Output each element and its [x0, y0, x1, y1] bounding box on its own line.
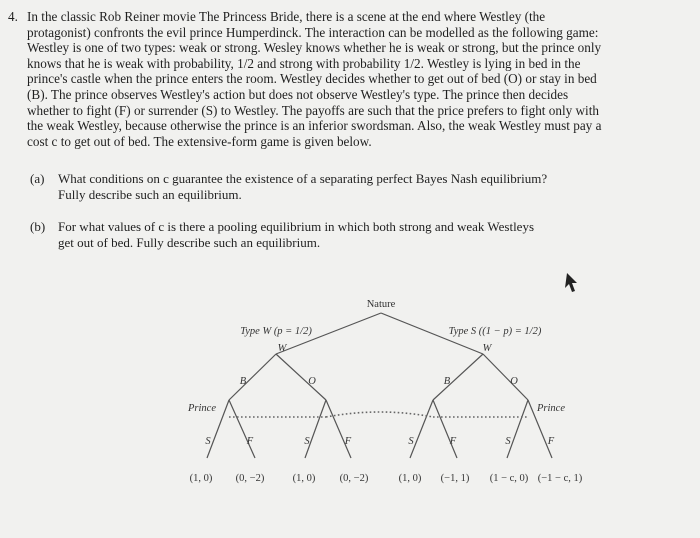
- part-a-line: Fully describe such an equilibrium.: [58, 186, 242, 202]
- statement-line: cost c to get out of bed. The extensive-form game is given below.: [27, 133, 372, 149]
- statement-line: In the classic Rob Reiner movie The Princess Bride, there is a scene at the end where Westley (the: [27, 9, 546, 24]
- edge-f: [229, 400, 255, 458]
- payoff: (0, −2): [235, 473, 265, 484]
- nature-label: Nature: [366, 299, 396, 310]
- part-a-label: (a): [30, 171, 45, 186]
- edge-s-o: [483, 354, 528, 400]
- edge-w-o: [276, 354, 326, 400]
- payoff: (1, 0): [189, 473, 213, 484]
- action-s-label: S: [205, 436, 211, 447]
- statement-line: knows that he is weak with probability, 1/2 and strong with probability 1/2. Westley is lying in bed in the: [27, 55, 581, 71]
- part-b-label: (b): [30, 219, 46, 234]
- w-node-label: W: [277, 343, 287, 354]
- statement-line: whether to fight (F) or surrender (S) to Westley. The payoffs are such that the price prefers to fight only with: [27, 102, 599, 118]
- action-s-label: S: [505, 436, 511, 447]
- statement-line: (B). The prince observes Westley's action but does not observe Westley's type. The prince then decides: [27, 86, 569, 102]
- edge-f: [433, 400, 457, 458]
- branch-o-label: O: [308, 376, 316, 387]
- type-s-label: Type S ((1 − p) = 1/2): [448, 326, 542, 337]
- branch-b-label: B: [239, 376, 247, 387]
- statement-line: Westley is one of two types: weak or strong. Wesley knows whether he is weak or strong, but the prince only: [27, 40, 602, 56]
- edge-s: [305, 400, 326, 458]
- edge-s: [507, 400, 528, 458]
- payoff: (1 − c, 0): [489, 473, 529, 484]
- branch-b-label: B: [443, 376, 451, 387]
- problem-number: 4.: [8, 9, 18, 24]
- info-set-middle: [326, 412, 433, 417]
- w-node-label: W: [482, 343, 492, 354]
- statement-line: prince's castle when the prince enters the room. Westley decides whether to get out of bed (O) or stay in bed: [27, 71, 597, 87]
- action-f-label: F: [344, 436, 352, 447]
- prince-label-left: Prince: [188, 403, 216, 414]
- branch-o-label: O: [510, 376, 518, 387]
- action-f-label: F: [246, 436, 254, 447]
- action-s-label: S: [408, 436, 414, 447]
- edge-s: [410, 400, 433, 458]
- type-w-label: Type W (p = 1/2): [240, 326, 312, 337]
- action-f-label: F: [547, 436, 555, 447]
- payoff: (0, −2): [339, 473, 369, 484]
- edge-w-b: [229, 354, 276, 400]
- mouse-cursor-icon: [565, 273, 577, 292]
- payoff: (1, 0): [292, 473, 316, 484]
- payoff: (−1, 1): [440, 473, 470, 484]
- action-s-label: S: [304, 436, 310, 447]
- part-b-line: For what values of c is there a pooling equilibrium in which both strong and weak Westleys: [58, 219, 535, 234]
- statement-line: the weak Westley, because otherwise the prince is an inferior swordsman. Also, the weak Westley must pay a: [27, 118, 602, 134]
- payoff: (1, 0): [398, 473, 422, 484]
- action-f-label: F: [449, 436, 457, 447]
- edge-f: [326, 400, 351, 458]
- edge-s-b: [433, 354, 483, 400]
- statement-line: protagonist) confronts the evil prince Humperdinck. The interaction can be modelled as the following game:: [27, 24, 599, 40]
- prince-label-right: Prince: [537, 403, 565, 414]
- part-b-line: get out of bed. Fully describe such an equilibrium.: [58, 234, 321, 250]
- payoff: (−1 − c, 1): [537, 473, 583, 484]
- part-a-line: What conditions on c guarantee the existence of a separating perfect Bayes Nash equilibrium?: [58, 171, 548, 186]
